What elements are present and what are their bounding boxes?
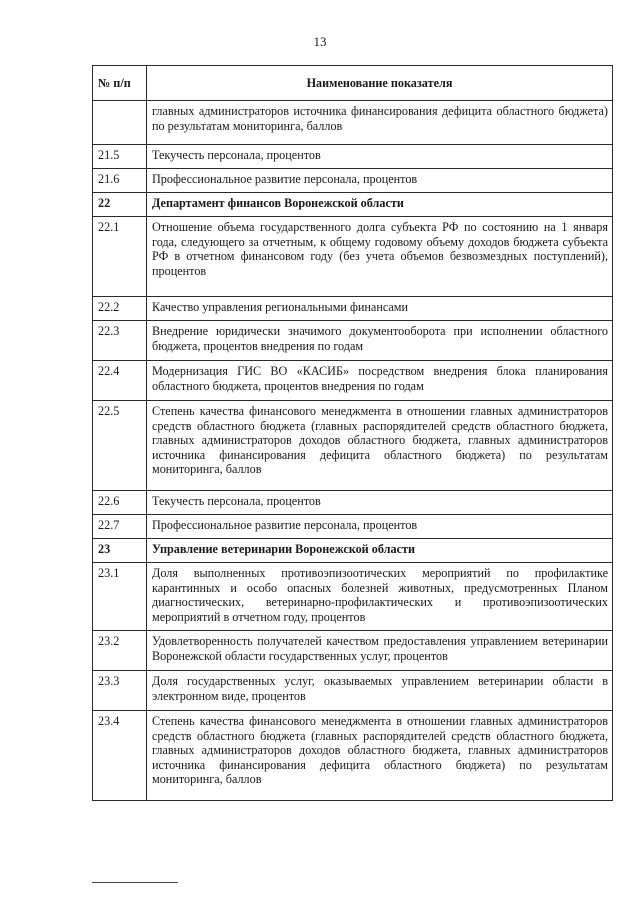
column-header-number: № п/п — [93, 66, 147, 101]
table-row — [93, 169, 613, 193]
row-number: 23.3 — [93, 671, 147, 711]
table-row — [93, 563, 613, 631]
indicator-name: Удовлетворенность получателей качеством предоставления управлением ветеринарии Воронежской области государственных услуг, процентов — [147, 631, 613, 671]
row-number: 22.6 — [93, 491, 147, 515]
indicator-name: Доля выполненных противоэпизоотических мероприятий по профилактике карантинных и особо опасных болезней животных, предусмотренных Планом диагностических, ветеринарно-профилактических и противоэпизоотических мероприятий в отчетном году, процентов — [147, 563, 613, 631]
row-number: 21.6 — [93, 169, 147, 193]
footnote-separator — [92, 882, 178, 883]
indicator-name: Степень качества финансового менеджмента в отношении главных администраторов средств областного бюджета (главных распорядителей средств областного бюджета, главных администраторов доходов областного бюджета, главных администраторов источника финансирования дефицита областного бюджета) по результатам мониторинга, баллов — [147, 711, 613, 801]
section-row — [93, 193, 613, 217]
row-number: 23 — [93, 539, 147, 563]
section-title: Управление ветеринарии Воронежской области — [147, 539, 613, 563]
table-row — [93, 217, 613, 297]
table-row — [93, 491, 613, 515]
table-row — [93, 101, 613, 145]
page-number: 13 — [313, 34, 327, 49]
indicator-name: Степень качества финансового менеджмента в отношении главных администраторов средств областного бюджета (главных распорядителей средств областного бюджета, главных администраторов доходов областного бюджета, главных администраторов источника финансирования дефицита областного бюджета) по результатам мониторинга, баллов — [147, 401, 613, 491]
row-number: 23.1 — [93, 563, 147, 631]
row-number: 22 — [93, 193, 147, 217]
row-number: 23.2 — [93, 631, 147, 671]
table-row — [93, 297, 613, 321]
table-row — [93, 711, 613, 801]
table-row — [93, 361, 613, 401]
row-number: 21.5 — [93, 145, 147, 169]
table-row — [93, 515, 613, 539]
row-number: 22.7 — [93, 515, 147, 539]
row-number: 22.4 — [93, 361, 147, 401]
section-title: Департамент финансов Воронежской области — [147, 193, 613, 217]
column-header-indicator: Наименование показателя — [147, 66, 613, 101]
indicator-name: Отношение объема государственного долга субъекта РФ по состоянию на 1 января года, следующего за отчетным, к общему годовому объему доходов бюджета субъекта РФ в отчетном финансовом году (без учета объемов безвозмездных поступлений), процентов — [147, 217, 613, 297]
indicators-table — [92, 65, 613, 801]
row-number: 22.2 — [93, 297, 147, 321]
indicator-name: Профессиональное развитие персонала, процентов — [147, 515, 613, 539]
table-row — [93, 145, 613, 169]
row-number: 22.1 — [93, 217, 147, 297]
table-row — [93, 671, 613, 711]
indicator-name: Внедрение юридически значимого документооборота при исполнении областного бюджета, процентов внедрения по годам — [147, 321, 613, 361]
row-number: 22.5 — [93, 401, 147, 491]
section-row — [93, 539, 613, 563]
indicator-name: Качество управления региональными финансами — [147, 297, 613, 321]
table-header-row — [93, 66, 613, 101]
row-number: 23.4 — [93, 711, 147, 801]
indicator-name: Доля государственных услуг, оказываемых управлением ветеринарии области в электронном виде, процентов — [147, 671, 613, 711]
table-body — [93, 101, 613, 801]
row-number: 22.3 — [93, 321, 147, 361]
indicator-name: главных администраторов источника финансирования дефицита областного бюджета) по результатам мониторинга, баллов — [147, 101, 613, 145]
indicator-name: Текучесть персонала, процентов — [147, 145, 613, 169]
table-row — [93, 401, 613, 491]
indicator-name: Профессиональное развитие персонала, процентов — [147, 169, 613, 193]
indicator-name: Текучесть персонала, процентов — [147, 491, 613, 515]
table-row — [93, 631, 613, 671]
indicator-name: Модернизация ГИС ВО «КАСИБ» посредством внедрения блока планирования областного бюджета, процентов внедрения по годам — [147, 361, 613, 401]
table-row — [93, 321, 613, 361]
row-number — [93, 101, 147, 145]
